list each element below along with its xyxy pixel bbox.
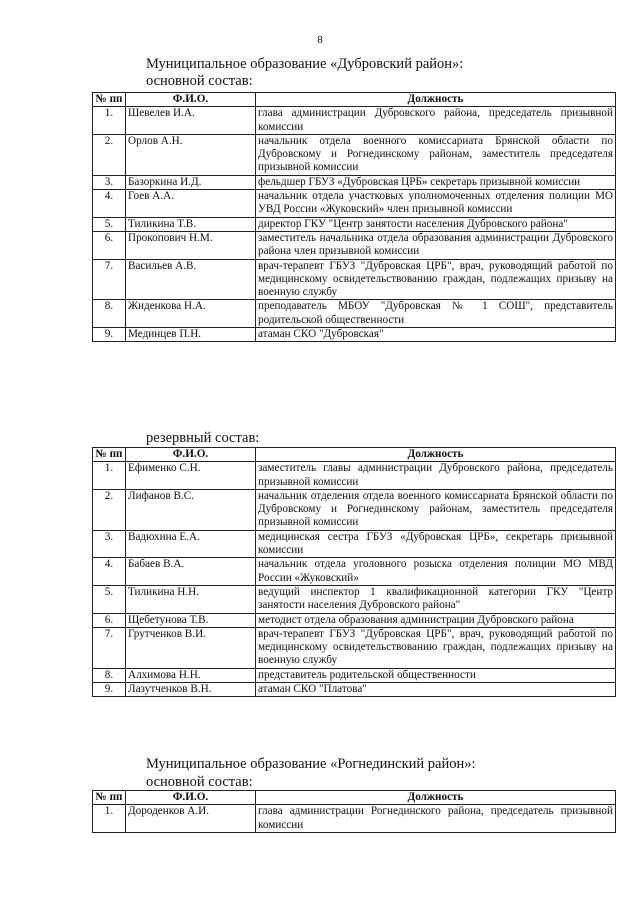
member-name-cell: Прокопович Н.М.	[126, 231, 256, 259]
member-position-cell: начальник отделения отдела военного комиссариата Брянской области по Дубровскому и Рогнединскому районам, заместитель председателя призывной комиссии	[256, 489, 616, 530]
row-number-cell: 1.	[93, 462, 126, 490]
column-header-number: № пп	[93, 791, 126, 805]
member-position-cell: начальник отдела военного комиссариата Брянской области по Дубровскому и Рогнединскому районам, заместитель председателя призывной комиссии	[256, 134, 616, 175]
member-position-cell: заместитель главы администрации Дубровского района, председатель призывной комиссии	[256, 462, 616, 490]
table-row	[93, 489, 616, 530]
member-name-cell: Шевелев И.А.	[126, 107, 256, 135]
member-position-cell: врач-терапевт ГБУЗ "Дубровская ЦРБ", врач, руководящий работой по медицинскому освидетельствованию граждан, подлежащих призыву на военную службу	[256, 259, 616, 300]
row-number-cell: 2.	[93, 134, 126, 175]
column-header-number: № пп	[93, 448, 126, 462]
table-row	[93, 683, 616, 697]
table-body	[93, 805, 616, 833]
member-position-cell: заместитель начальника отдела образования администрации Дубровского района член призывной комиссии	[256, 231, 616, 259]
row-number-cell: 4.	[93, 190, 126, 218]
column-header-name: Ф.И.О.	[126, 791, 256, 805]
table-row	[93, 175, 616, 189]
row-number-cell: 7.	[93, 259, 126, 300]
member-name-cell: Лазутченков В.Н.	[126, 683, 256, 697]
member-name-cell: Тиликина Т.В.	[126, 217, 256, 231]
member-position-cell: директор ГКУ "Центр занятости населения Дубровского района"	[256, 217, 616, 231]
table-row	[93, 613, 616, 627]
member-position-cell: атаман СКО "Платова"	[256, 683, 616, 697]
row-number-cell: 6.	[93, 613, 126, 627]
main-composition-label-dubrovsky: основной состав:	[146, 73, 253, 89]
member-position-cell: глава администрации Дубровского района, председатель призывной комиссии	[256, 107, 616, 135]
table-header-row	[93, 791, 616, 805]
table-header-row	[93, 93, 616, 107]
table-row	[93, 462, 616, 490]
table-row	[93, 558, 616, 586]
column-header-position: Должность	[256, 448, 616, 462]
reserve-composition-label-dubrovsky: резервный состав:	[146, 430, 260, 446]
section-title-dubrovsky: Муниципальное образование «Дубровский район»:	[146, 56, 464, 72]
member-name-cell: Щебетунова Т.В.	[126, 613, 256, 627]
column-header-name: Ф.И.О.	[126, 448, 256, 462]
member-name-cell: Гоев А.А.	[126, 190, 256, 218]
row-number-cell: 3.	[93, 175, 126, 189]
member-name-cell: Ефименко С.Н.	[126, 462, 256, 490]
member-position-cell: врач-терапевт ГБУЗ "Дубровская ЦРБ", врач, руководящий работой по медицинскому освидетельствованию граждан, подлежащих призыву на военную службу	[256, 627, 616, 668]
main-composition-label-rognedinsky: основной состав:	[146, 774, 253, 790]
row-number-cell: 1.	[93, 107, 126, 135]
member-name-cell: Мединцев П.Н.	[126, 328, 256, 342]
dubrovsky-reserve-table	[92, 447, 616, 697]
member-name-cell: Тиликина Н.Н.	[126, 585, 256, 613]
row-number-cell: 5.	[93, 585, 126, 613]
section-title-rognedinsky: Муниципальное образование «Рогнединский район»:	[146, 756, 476, 772]
table-row	[93, 530, 616, 558]
row-number-cell: 7.	[93, 627, 126, 668]
row-number-cell: 1.	[93, 805, 126, 833]
page-number: 8	[317, 34, 323, 46]
table-row	[93, 134, 616, 175]
table-header-row	[93, 448, 616, 462]
member-name-cell: Базоркина И.Д.	[126, 175, 256, 189]
member-position-cell: медицинская сестра ГБУЗ «Дубровская ЦРБ», секретарь призывной комиссии	[256, 530, 616, 558]
table-row	[93, 107, 616, 135]
table-row	[93, 190, 616, 218]
member-name-cell: Вадюхина Е.А.	[126, 530, 256, 558]
column-header-position: Должность	[256, 93, 616, 107]
member-position-cell: методист отдела образования администрации Дубровского района	[256, 613, 616, 627]
member-position-cell: начальник отдела уголовного розыска отделения полиции МО МВД России «Жуковский»	[256, 558, 616, 586]
member-name-cell: Васильев А.В.	[126, 259, 256, 300]
row-number-cell: 8.	[93, 668, 126, 682]
row-number-cell: 6.	[93, 231, 126, 259]
table-row	[93, 627, 616, 668]
dubrovsky-main-table	[92, 92, 616, 342]
row-number-cell: 2.	[93, 489, 126, 530]
member-position-cell: ведущий инспектор 1 квалификационной категории ГКУ "Центр занятости населения Дубровского района"	[256, 585, 616, 613]
row-number-cell: 3.	[93, 530, 126, 558]
member-position-cell: начальник отдела участковых уполномоченных отделения полиции МО УВД России «Жуковский» член призывной комиссии	[256, 190, 616, 218]
member-position-cell: преподаватель МБОУ "Дубровская № 1 СОШ", представитель родительской общественности	[256, 300, 616, 328]
rognedinsky-main-table	[92, 790, 616, 833]
column-header-number: № пп	[93, 93, 126, 107]
row-number-cell: 4.	[93, 558, 126, 586]
member-name-cell: Жиденкова Н.А.	[126, 300, 256, 328]
member-position-cell: фельдшер ГБУЗ «Дубровская ЦРБ» секретарь призывной комиссии	[256, 175, 616, 189]
table-row	[93, 585, 616, 613]
table-row	[93, 805, 616, 833]
row-number-cell: 9.	[93, 328, 126, 342]
table-row	[93, 328, 616, 342]
table-body	[93, 107, 616, 342]
member-name-cell: Грутченков В.И.	[126, 627, 256, 668]
row-number-cell: 8.	[93, 300, 126, 328]
table-body	[93, 462, 616, 697]
table-row	[93, 231, 616, 259]
member-position-cell: представитель родительской общественности	[256, 668, 616, 682]
member-name-cell: Алхимова Н.Н.	[126, 668, 256, 682]
member-position-cell: глава администрации Рогнединского района, председатель призывной комиссии	[256, 805, 616, 833]
member-name-cell: Дороденков А.И.	[126, 805, 256, 833]
row-number-cell: 9.	[93, 683, 126, 697]
table-row	[93, 668, 616, 682]
row-number-cell: 5.	[93, 217, 126, 231]
table-row	[93, 217, 616, 231]
column-header-position: Должность	[256, 791, 616, 805]
member-name-cell: Орлов А.Н.	[126, 134, 256, 175]
member-name-cell: Бабаев В.А.	[126, 558, 256, 586]
table-row	[93, 300, 616, 328]
member-name-cell: Лифанов В.С.	[126, 489, 256, 530]
column-header-name: Ф.И.О.	[126, 93, 256, 107]
table-row	[93, 259, 616, 300]
member-position-cell: атаман СКО "Дубровская"	[256, 328, 616, 342]
